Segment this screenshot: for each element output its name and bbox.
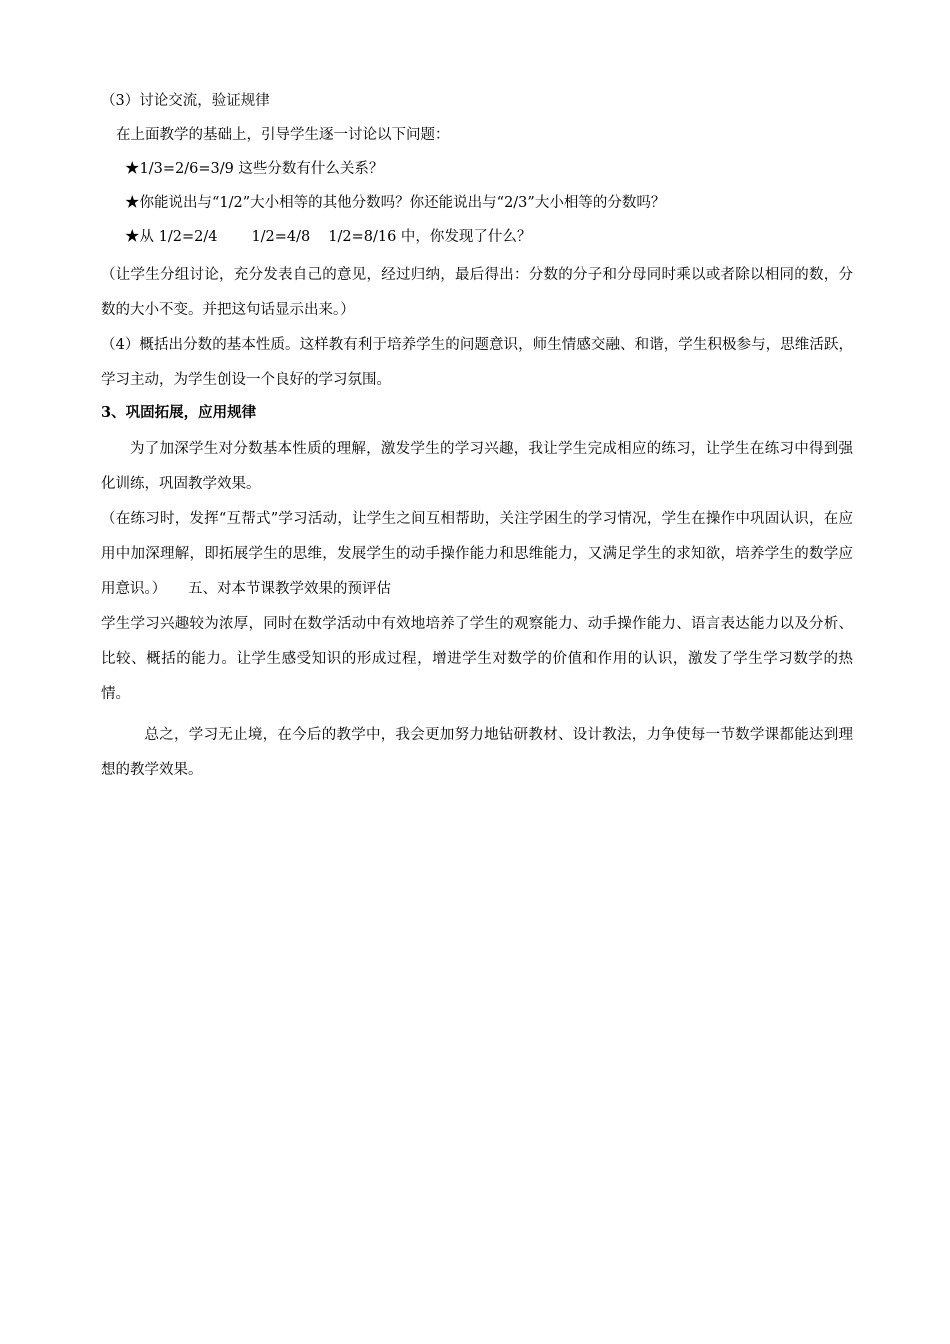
practice-paragraph: 为了加深学生对分数基本性质的理解，激发学生的学习兴趣，我让学生完成相应的练习，让学生在练习中得到强化训练，巩固教学效果。 — [101, 441, 853, 492]
question-3 — [101, 224, 853, 250]
question-3-part-a: ★从 1/2=2/4 — [125, 229, 218, 245]
summary-paragraph: 总之，学习无止境，在今后的教学中，我会更加努力地钻研教材、设计教法，力争使每一节数学课都能达到理想的教学效果。 — [101, 727, 853, 778]
mutual-help-paragraph: （在练习时，发挥“互帮式”学习活动，让学生之间互相帮助，关注学困生的学习情况，学生在操作中巩固认识，在应用中加深理解，即拓展学生的思维，发展学生的动手操作能力和思维能力，又满足学生的求知欲，培养学生的数学应用意识。） 五、对本节课教学效果的预评估 — [101, 511, 853, 597]
question-2: ★你能说出与“1/2”大小相等的其他分数吗？你还能说出与“2/3”大小相等的分数吗？ — [125, 195, 666, 211]
question-3-part-c: 1/2=8/16 中，你发现了什么？ — [328, 229, 532, 245]
question-3-part-b: 1/2=4/8 — [251, 229, 311, 245]
document-body — [101, 88, 853, 788]
question-1: ★1/3=2/6=3/9 这些分数有什么关系？ — [125, 161, 384, 177]
group-discussion-paragraph: （让学生分组讨论，充分发表自己的意见，经过归纳，最后得出：分数的分子和分母同时乘以或者除以相同的数，分数的大小不变。并把这句话显示出来。） — [101, 267, 853, 318]
section-3-title: 3、巩固拓展，应用规律 — [101, 404, 257, 421]
section-4-paragraph: （4）概括出分数的基本性质。这样教有利于培养学生的问题意识，师生情感交融、和谐，学生积极参与，思维活跃，学习主动，为学生创设一个良好的学习氛围。 — [101, 337, 853, 388]
section-3-heading: （3）讨论交流，验证规律 — [101, 93, 270, 109]
section-3-intro: 在上面教学的基础上，引导学生逐一讨论以下问题： — [116, 127, 450, 143]
evaluation-paragraph: 学生学习兴趣较为浓厚，同时在数学活动中有效地培养了学生的观察能力、动手操作能力、语言表达能力以及分析、比较、概括的能力。让学生感受知识的形成过程，增进学生对数学的价值和作用的认识，激发了学生学习数学的热情。 — [101, 616, 853, 702]
